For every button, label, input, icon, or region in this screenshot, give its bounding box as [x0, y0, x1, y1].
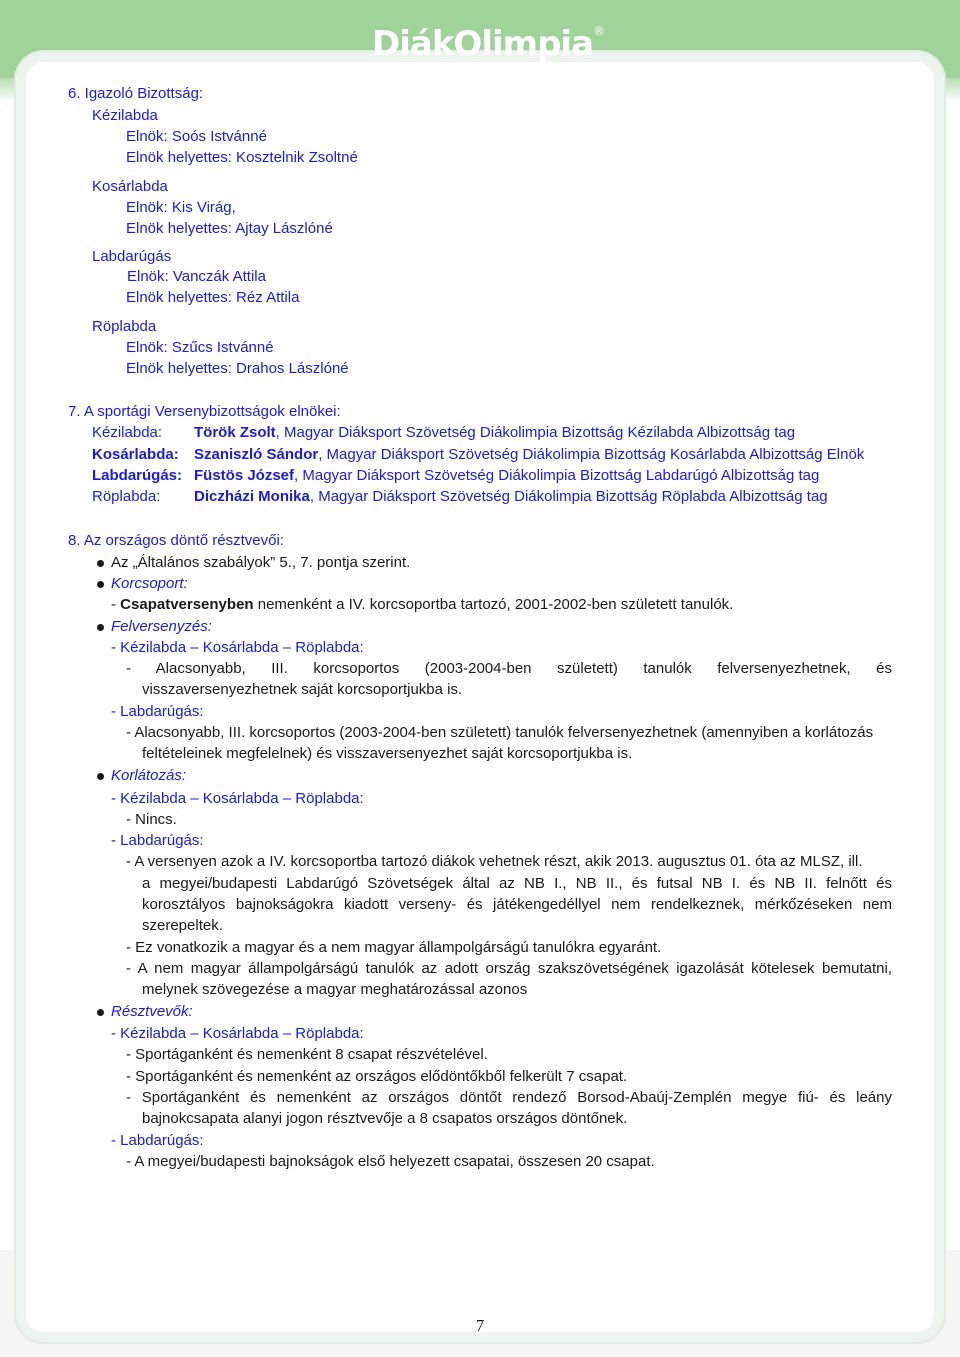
bullet-icon — [97, 1009, 104, 1016]
committee-member: Szaniszló Sándor, Magyar Diáksport Szövetség Diákolimpia Bizottság Kosárlabda Albizottság Elnök — [194, 446, 865, 463]
k-lab-line: korosztályos bajnokságokra kiadott verseny- és játékengedéllyel nem rendelkeznek, mérkőzéseken nem — [142, 896, 892, 913]
kezilabda-elnok: Elnök: Soós Istvánné — [126, 128, 267, 145]
k-lab-line: melynek szövegezése a magyar meghatározással azonos — [142, 981, 528, 998]
r-kkr-line: - Sportáganként és nemenként az országos döntőt rendező Borsod-Abaúj-Zemplén megye fiú- és leány — [126, 1089, 892, 1106]
kosarlabda-elnok: Elnök: Kis Virág, — [126, 199, 236, 216]
k-lab-line: - A nem magyar állampolgárságú tanulók az adott ország szakszövetségének igazolását kötelesek bemutatni, — [126, 960, 892, 977]
r-kkr-sub: - Kézilabda – Kosárlabda – Röplabda: — [111, 1025, 364, 1042]
kosarlabda-title: Kosárlabda — [92, 178, 168, 195]
section-8-heading: 8. Az országos döntő résztvevői: — [68, 532, 284, 549]
r-kkr-line: - Sportáganként és nemenként az országos elődöntőkből felkerült 7 csapat. — [126, 1068, 628, 1085]
fv-kkr-line: visszaversenyezhetnek saját korcsoportjukba is. — [142, 681, 463, 698]
committee-sport: Kézilabda: — [92, 424, 163, 441]
bullet-general-rules: Az „Általános szabályok” 5., 7. pontja szerint. — [111, 553, 410, 573]
felversenyzes-label: Felversenyzés: — [111, 617, 212, 637]
korcsoport-label: Korcsoport: — [111, 574, 188, 594]
bullet-icon — [97, 773, 104, 780]
labdarugas-title: Labdarúgás — [92, 248, 172, 265]
committee-member: Diczházi Monika, Magyar Diáksport Szövetség Diákolimpia Bizottság Röplabda Albizottság tag — [194, 488, 828, 505]
k-kkr-sub: - Kézilabda – Kosárlabda – Röplabda: — [111, 790, 364, 807]
resztvevok-label: Résztvevők: — [111, 1002, 193, 1022]
roplabda-elnok: Elnök: Szűcs Istvánné — [126, 339, 274, 356]
k-lab-sub: - Labdarúgás: — [111, 832, 204, 849]
labdarugas-elnok: Elnök: Vanczák Attila — [127, 268, 266, 285]
committee-sport: Kosárlabda: — [92, 446, 179, 463]
committee-member: Füstös József, Magyar Diáksport Szövetség Diákolimpia Bizottság Labdarúgó Albizottság tag — [194, 467, 820, 484]
korlatozas-label: Korlátozás: — [111, 766, 186, 786]
k-lab-line: - Ez vonatkozik a magyar és a nem magyar állampolgárságú tanulókra egyaránt. — [126, 939, 662, 956]
k-lab-line: a megyei/budapesti Labdarúgó Szövetségek által az NB I., NB II., és futsal NB I. és NB II. felnőtt és — [142, 875, 892, 892]
fv-lab-line: feltételeinek megfelelnek) és visszaversenyezhet saját korcsoportjukba is. — [142, 745, 633, 762]
bullet-icon — [97, 581, 104, 588]
diakolimpia-logo: DiákOlimpia® — [372, 24, 605, 64]
section-7-heading: 7. A sportági Versenybizottságok elnökei: — [68, 403, 341, 420]
fv-kkr-sub: - Kézilabda – Kosárlabda – Röplabda: — [111, 639, 364, 656]
fv-lab-line: - Alacsonyabb, III. korcsoportos (2003-2004-ben született) tanulók felversenyezhetnek (amennyiben a korlátozás — [126, 724, 874, 741]
k-kkr-line: - Nincs. — [126, 811, 177, 828]
bullet-icon — [97, 624, 104, 631]
roplabda-helyettes: Elnök helyettes: Drahos Lászlóné — [126, 360, 349, 377]
kosarlabda-helyettes: Elnök helyettes: Ajtay Lászlóné — [126, 220, 333, 237]
fv-lab-sub: - Labdarúgás: — [111, 703, 204, 720]
page-number: 7 — [475, 1316, 485, 1335]
committee-sport: Labdarúgás: — [92, 467, 183, 484]
r-lab-line: - A megyei/budapesti bajnokságok első helyezett csapatai, összesen 20 csapat. — [126, 1153, 655, 1170]
r-kkr-line: bajnokcsapata alanyi jogon résztvevője a 8 csapatos országos döntőnek. — [142, 1110, 628, 1127]
r-kkr-line: - Sportáganként és nemenként 8 csapat részvételével. — [126, 1046, 488, 1063]
bullet-icon — [97, 560, 104, 567]
korcsoport-line: - Csapatversenyben nemenként a IV. korcsoportba tartozó, 2001-2002-ben született tanulók. — [111, 596, 734, 613]
section-6-heading: 6. Igazoló Bizottság: — [68, 85, 204, 102]
r-lab-sub: - Labdarúgás: — [111, 1132, 204, 1149]
k-lab-line: szerepeltek. — [142, 917, 223, 934]
kezilabda-helyettes: Elnök helyettes: Kosztelnik Zsoltné — [126, 149, 358, 166]
committee-sport: Röplabda: — [92, 488, 161, 505]
k-lab-line: - A versenyen azok a IV. korcsoportba tartozó diákok vehetnek részt, akik 2013. augusztus 01. óta az MLSZ, ill. — [126, 853, 863, 870]
labdarugas-helyettes: Elnök helyettes: Réz Attila — [126, 289, 300, 306]
roplabda-title: Röplabda — [92, 318, 157, 335]
fv-kkr-line: - Alacsonyabb, III. korcsoportos (2003-2004-ben született) tanulók felversenyezhetnek, és — [126, 660, 892, 677]
committee-member: Török Zsolt, Magyar Diáksport Szövetség Diákolimpia Bizottság Kézilabda Albizottság tag — [194, 424, 796, 441]
kezilabda-title: Kézilabda — [92, 107, 158, 124]
